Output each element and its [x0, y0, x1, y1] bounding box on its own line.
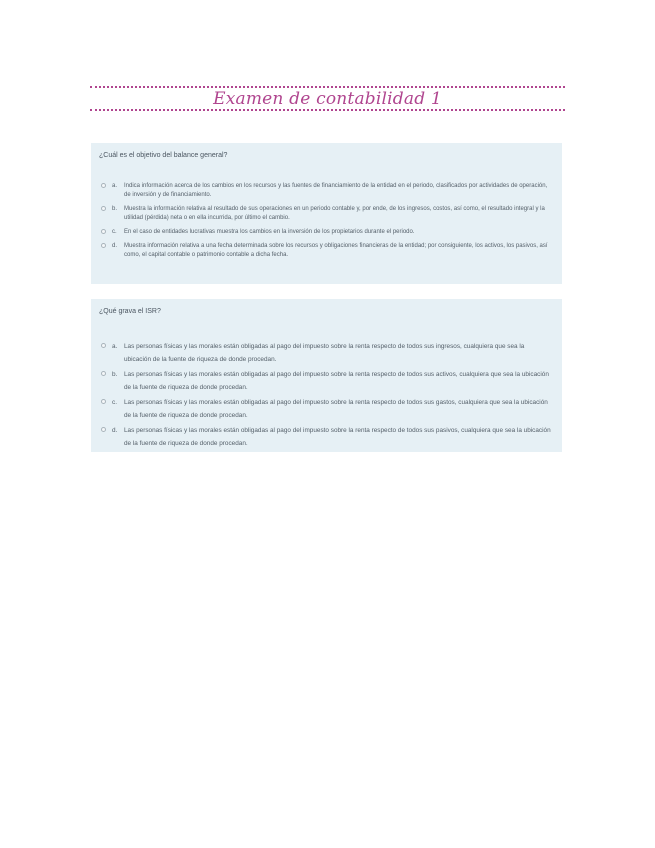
radio-button[interactable] — [101, 206, 106, 211]
answer-option-c[interactable] — [99, 228, 552, 237]
dotted-divider-bottom — [90, 109, 565, 111]
answer-option-d[interactable] — [99, 242, 552, 260]
option-letter: b. — [112, 206, 118, 212]
dotted-divider-top — [90, 86, 565, 88]
radio-button[interactable] — [101, 243, 106, 248]
option-letter: d. — [112, 243, 118, 249]
option-text: Las personas físicas y las morales están obligadas al pago del impuesto sobre la renta respecto de todos sus pasivos, cualquiera que sea la ubicación de la fuente de riqueza de donde procedan. — [124, 427, 551, 447]
radio-button[interactable] — [101, 183, 106, 188]
radio-button[interactable] — [101, 371, 106, 376]
answer-option-d[interactable] — [99, 424, 552, 450]
radio-button[interactable] — [101, 343, 106, 348]
option-letter: c. — [112, 229, 117, 235]
answer-option-b[interactable] — [99, 368, 552, 394]
radio-button[interactable] — [101, 427, 106, 432]
option-text: Indica información acerca de los cambios en los recursos y las fuentes de financiamiento de la entidad en el periodo, clasificados por actividades de operación, de inversión y de financiamiento. — [124, 183, 548, 198]
option-letter: c. — [112, 399, 117, 406]
option-letter: b. — [112, 371, 118, 378]
option-letter: a. — [112, 183, 118, 189]
option-text: Las personas físicas y las morales están obligadas al pago del impuesto sobre la renta respecto de todos sus ingresos, cualquiera que sea la ubicación de la fuente de riqueza de donde procedan. — [124, 343, 525, 363]
option-letter: a. — [112, 343, 118, 350]
option-text: Las personas físicas y las morales están obligadas al pago del impuesto sobre la renta respecto de todos sus activos, cualquiera que sea la ubicación de la fuente de riqueza de donde procedan. — [124, 371, 549, 391]
option-letter: d. — [112, 427, 118, 434]
option-text: Las personas físicas y las morales están obligadas al pago del impuesto sobre la renta respecto de todos sus gastos, cualquiera que sea la ubicación de la fuente de riqueza de donde procedan. — [124, 399, 548, 419]
question-text: ¿Qué grava el ISR? — [99, 308, 161, 315]
answer-option-a[interactable] — [99, 340, 552, 366]
option-text: En el caso de entidades lucrativas muestra los cambios en la inversión de los propietarios durante el periodo. — [124, 229, 415, 235]
radio-button[interactable] — [101, 229, 106, 234]
page-title: Examen de contabilidad 1 — [213, 89, 442, 109]
title-block — [90, 86, 565, 112]
question-text: ¿Cuál es el objetivo del balance general? — [99, 152, 228, 159]
answer-option-a[interactable] — [99, 182, 552, 200]
option-text: Muestra información relativa a una fecha determinada sobre los recursos y obligaciones financieras de la entidad; por consiguiente, los activos, los pasivos, así como, el capital contable o patrimonio contable a dicha fecha. — [124, 243, 548, 258]
answer-option-c[interactable] — [99, 396, 552, 422]
answer-option-b[interactable] — [99, 205, 552, 223]
question-card-2 — [91, 299, 562, 452]
question-card-1 — [91, 143, 562, 284]
radio-button[interactable] — [101, 399, 106, 404]
option-text: Muestra la información relativa al resultado de sus operaciones en un periodo contable y, por ende, de los ingresos, costos, así como, el resultado integral y la utilidad (pérdida) neta o en ella incurrida, por último el cambio. — [124, 206, 545, 221]
